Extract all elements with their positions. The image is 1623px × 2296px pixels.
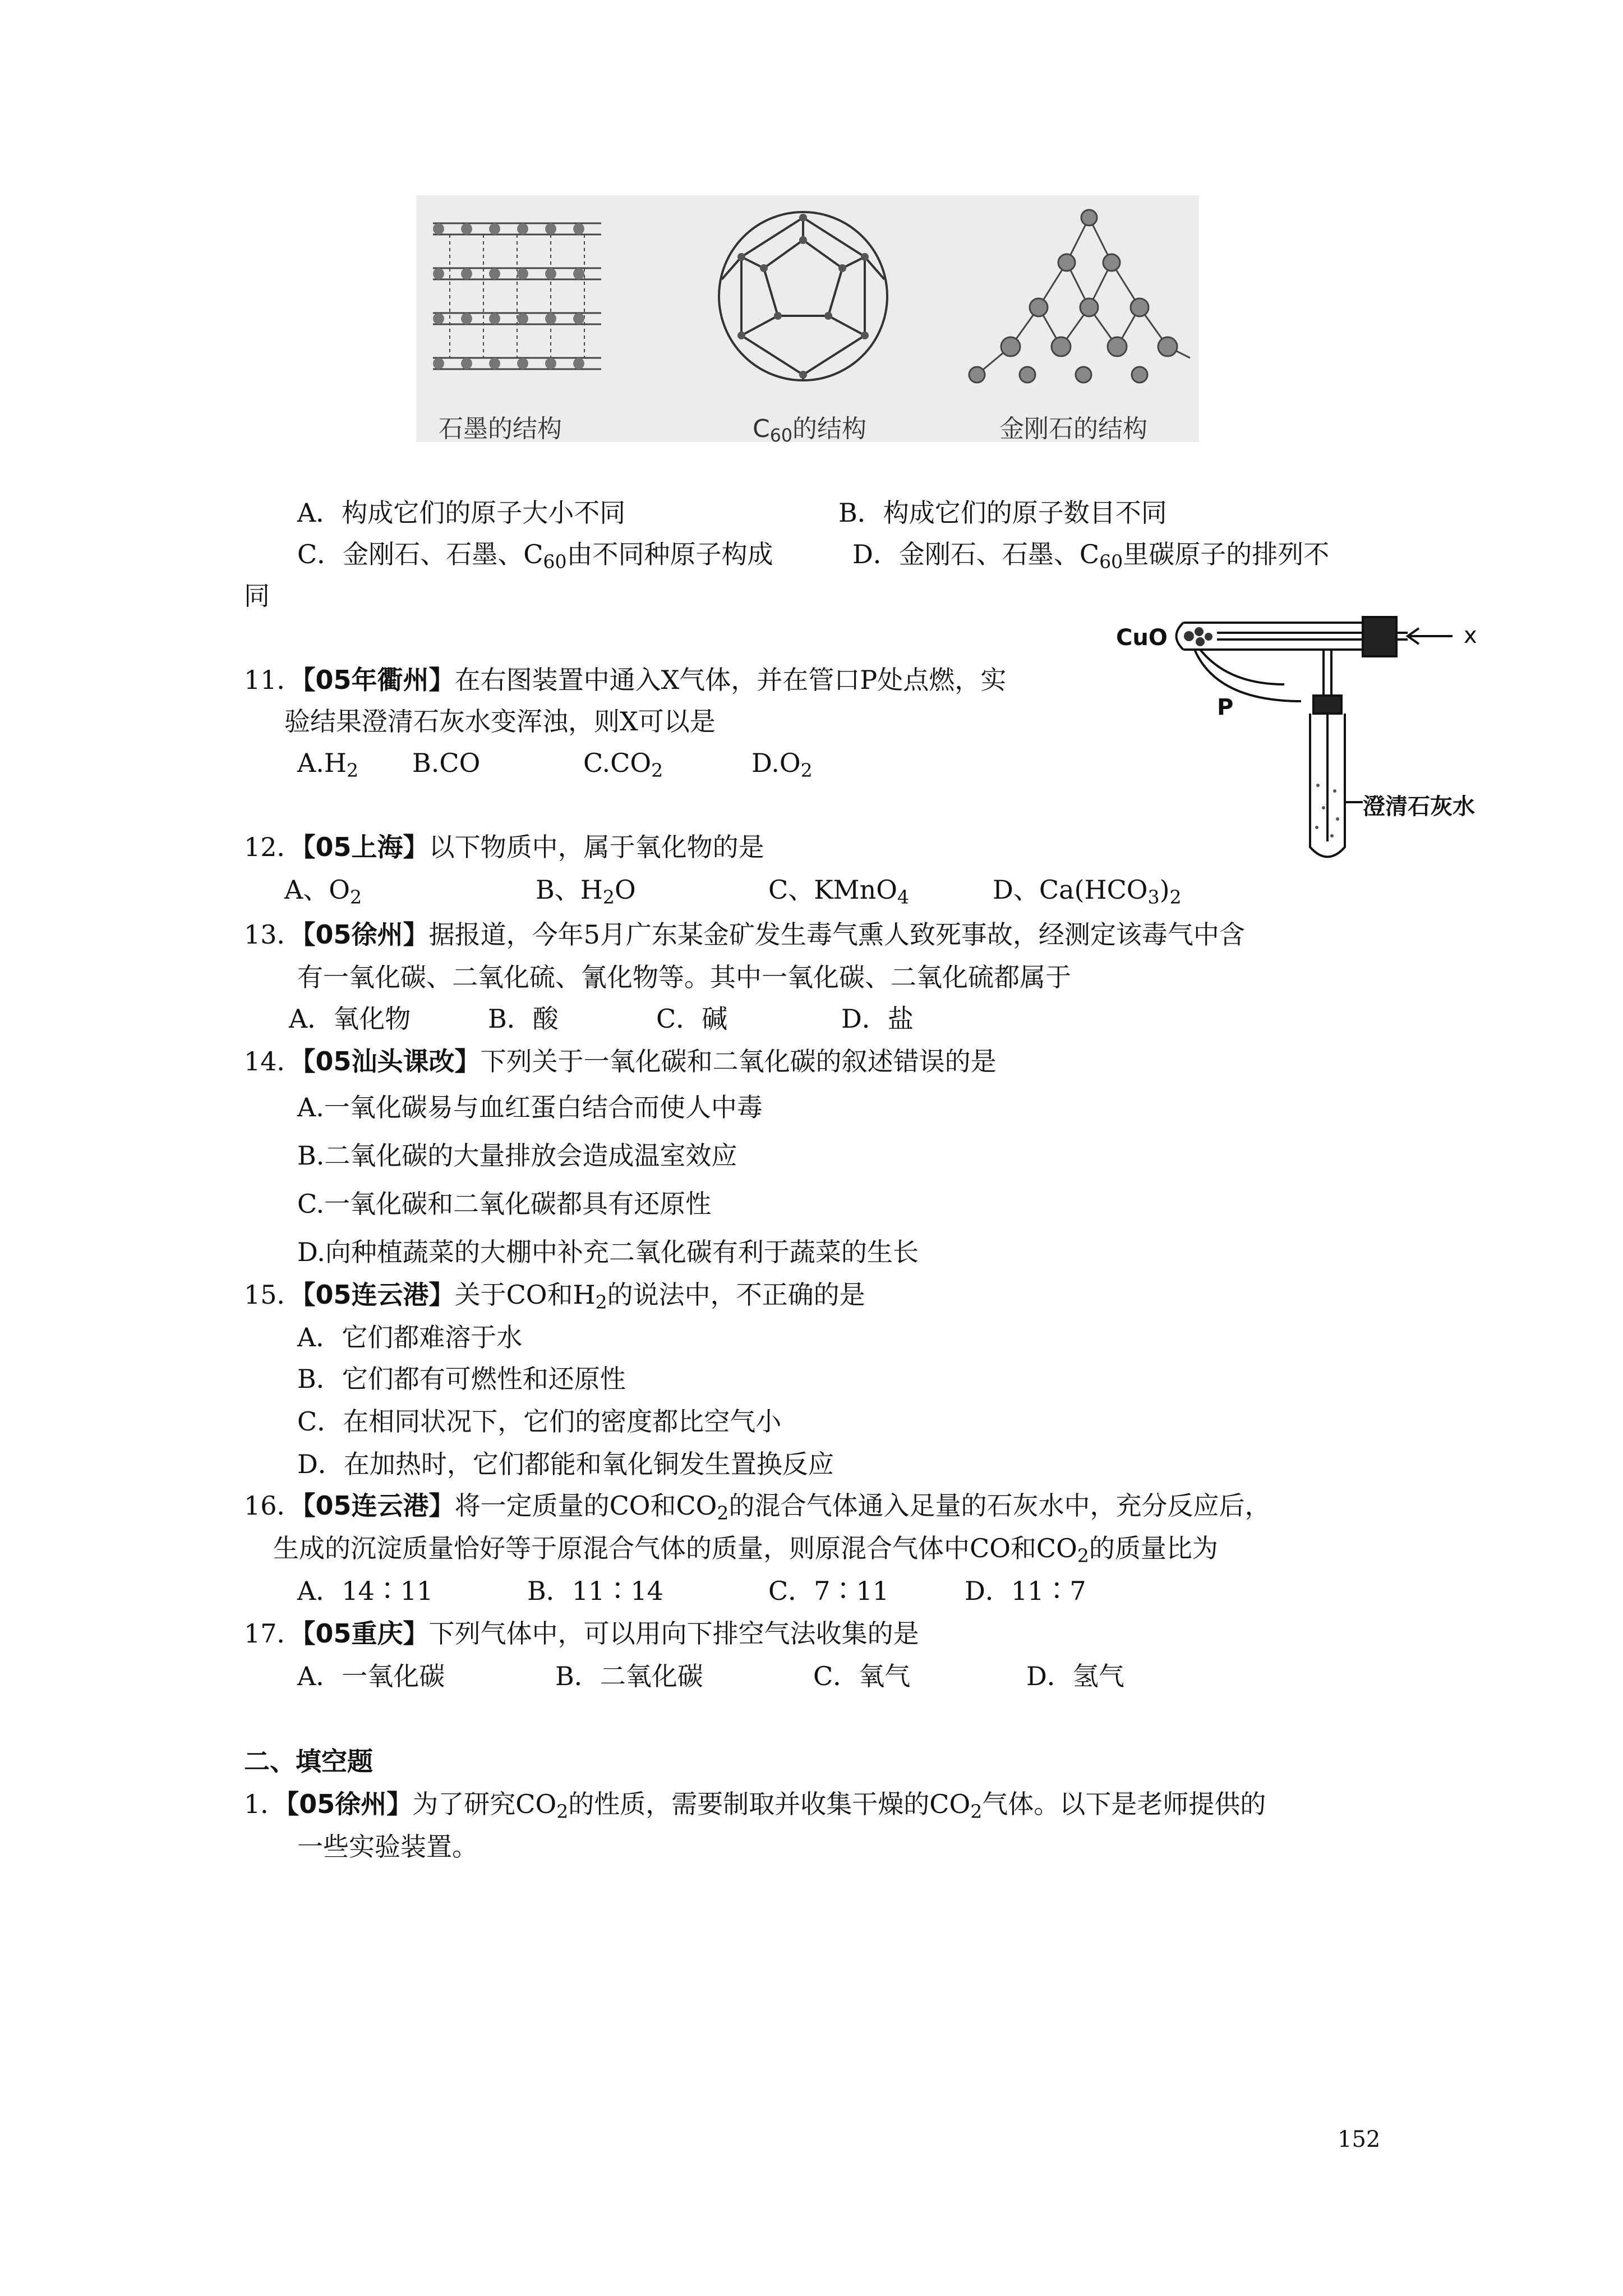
- q10-option-d: D．金刚石、石墨、$C_{60}$里碳原子的排列不: [852, 539, 1330, 573]
- graphite-structure-drawing: [433, 223, 601, 369]
- q13-option-d: D．盐: [841, 1004, 914, 1034]
- q15-option-a: A．它们都难溶于水: [297, 1322, 523, 1352]
- q17-option-c: C．氧气: [813, 1661, 911, 1691]
- allotrope-structures-drawing: [416, 195, 1199, 442]
- q10-option-b: B．构成它们的原子数目不同: [838, 498, 1167, 528]
- diamond-caption: 金刚石的结构: [999, 415, 1147, 443]
- q10-option-d-wrap: 同: [244, 581, 270, 611]
- q15-option-b: B．它们都有可燃性和还原性: [297, 1364, 626, 1394]
- fill-q1-stem-2: 一些实验装置。: [297, 1832, 478, 1862]
- q17-stem: 17．【05重庆】下列气体中，可以用向下排空气法收集的是: [244, 1618, 919, 1649]
- q12-stem: 12．【05上海】以下物质中，属于氧化物的是: [244, 832, 764, 862]
- q11-option-a: $A.H_2$: [297, 748, 359, 781]
- q13-option-a: A．氧化物: [289, 1004, 411, 1034]
- q12-option-c: C、KMnO$_4$: [768, 875, 910, 908]
- q13-stem-2: 有一氧化碳、二氧化硫、氰化物等。其中一氧化碳、二氧化硫都属于: [297, 962, 1071, 992]
- cuo-label: CuO: [1116, 625, 1168, 651]
- q16-option-d: D．11∶7: [965, 1576, 1086, 1606]
- graphite-caption: 石墨的结构: [439, 415, 562, 443]
- q11-stem: 11．【05年衢州】在右图装置中通入X气体，并在管口P处点燃，实: [244, 665, 1007, 695]
- x-gas-label: x: [1464, 623, 1477, 648]
- q17-option-a: A．一氧化碳: [297, 1661, 445, 1691]
- q14-option-a: A.一氧化碳易与血红蛋白结合而使人中毒: [297, 1092, 763, 1122]
- q14-option-c: C.一氧化碳和二氧化碳都具有还原性: [297, 1189, 712, 1219]
- cuo-apparatus-figure: [1116, 606, 1520, 869]
- q10-option-a: A．构成它们的原子大小不同: [297, 498, 626, 528]
- q14-option-b: B.二氧化碳的大量排放会造成温室效应: [297, 1140, 737, 1171]
- c60-caption: $C_{60}$的结构: [753, 415, 867, 446]
- q17-option-b: B．二氧化碳: [555, 1661, 703, 1691]
- q15-option-c: C．在相同状况下，它们的密度都比空气小: [297, 1406, 782, 1437]
- q15-option-d: D．在加热时，它们都能和氧化铜发生置换反应: [297, 1449, 834, 1479]
- allotrope-structures-figure: [416, 195, 1199, 446]
- q16-option-a: A．14∶11: [297, 1576, 434, 1606]
- page-number: 152: [1338, 2127, 1381, 2152]
- q17-option-d: D．氢气: [1026, 1661, 1124, 1691]
- p-label: P: [1217, 694, 1234, 720]
- q13-stem: 13．【05徐州】据报道，今年5月广东某金矿发生毒气熏人致死事故，经测定该毒气中含: [244, 919, 1245, 950]
- q15-stem: 15．【05连云港】关于CO和$H_2$的说法中，不正确的是: [244, 1280, 865, 1313]
- q11-option-c: $C.CO_2$: [583, 748, 663, 781]
- q16-stem-2: 生成的沉淀质量恰好等于原混合气体的质量，则原混合气体中CO和$CO_2$的质量比为: [273, 1533, 1218, 1567]
- fill-q1-stem: 1．【05徐州】为了研究$CO_2$的性质，需要制取并收集干燥的$CO_2$气体。以下是老师提供的: [244, 1789, 1266, 1823]
- q11-stem-2: 验结果澄清石灰水变浑浊，则X可以是: [284, 706, 716, 737]
- q10-option-c: C．金刚石、石墨、$C_{60}$由不同种原子构成: [297, 539, 773, 573]
- section-title-fill-in: 二、填空题: [244, 1746, 373, 1777]
- q12-option-d: D、$Ca(HCO_3)_2$: [993, 875, 1182, 908]
- q16-stem: 16．【05连云港】将一定质量的CO和$CO_2$的混合气体通入足量的石灰水中，充分反应后，: [244, 1490, 1271, 1524]
- limewater-label: 澄清石灰水: [1363, 794, 1475, 820]
- q12-option-b: B、$H_2O$: [536, 875, 636, 908]
- q11-option-b: B.CO: [412, 748, 481, 778]
- diamond-structure-drawing: [969, 210, 1190, 383]
- q11-option-d: $D.O_2$: [751, 748, 813, 781]
- q13-option-c: C．碱: [656, 1004, 728, 1034]
- q12-option-a: A、$O_2$: [284, 875, 362, 908]
- q14-stem: 14．【05汕头课改】下列关于一氧化碳和二氧化碳的叙述错误的是: [244, 1046, 997, 1076]
- q13-option-b: B．酸: [488, 1004, 559, 1034]
- q16-option-b: B．11∶14: [527, 1576, 663, 1606]
- c60-structure-drawing: [719, 212, 887, 380]
- q14-option-d: D.向种植蔬菜的大棚中补充二氧化碳有利于蔬菜的生长: [297, 1237, 919, 1267]
- cuo-apparatus-drawing: [1116, 606, 1520, 869]
- q16-option-c: C．7∶11: [768, 1576, 889, 1606]
